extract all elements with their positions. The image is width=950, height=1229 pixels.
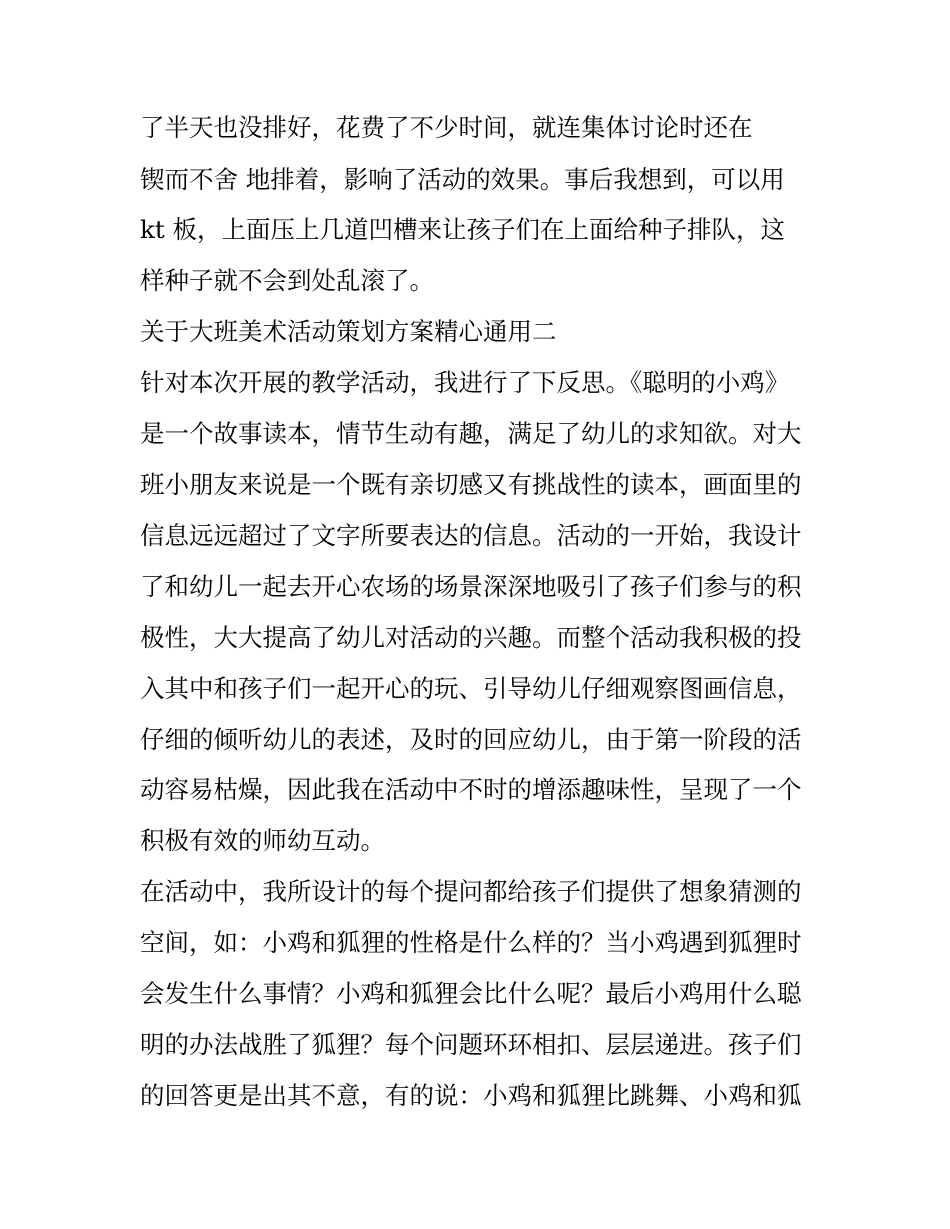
text-line: 信息远远超过了文字所要表达的信息。活动的一开始，我设计 xyxy=(140,521,802,550)
text-line: 积极有效的师幼互动。 xyxy=(140,826,385,855)
text-line: 动容易枯燥，因此我在活动中不时的增添趣味性，呈现了一个 xyxy=(140,775,802,804)
text-line: 是一个故事读本，情节生动有趣，满足了幼儿的求知欲。对大 xyxy=(140,419,802,448)
text-line: 针对本次开展的教学活动，我进行了下反思。《聪明的小鸡》 xyxy=(140,368,790,397)
text-line: 锲而不舍 地排着，影响了活动的效果。事后我想到，可以用 xyxy=(140,165,785,194)
text-line: 极性，大大提高了幼儿对活动的兴趣。而整个活动我积极的投 xyxy=(140,623,802,652)
text-line: 空间，如：小鸡和狐狸的性格是什么样的？当小鸡遇到狐狸时 xyxy=(140,928,802,957)
text-line: 入其中和孩子们一起开心的玩、引导幼儿仔细观察图画信息， xyxy=(140,674,802,703)
text-line: 仔细的倾听幼儿的表述，及时的回应幼儿，由于第一阶段的活 xyxy=(140,725,802,754)
section-heading: 关于大班美术活动策划方案精心通用二 xyxy=(140,317,557,346)
text-line: 会发生什么事情？小鸡和狐狸会比什么呢？最后小鸡用什么聪 xyxy=(140,979,802,1008)
text-line: 了半天也没排好，花费了不少时间，就连集体讨论时还在 xyxy=(140,113,753,142)
text-line: kt 板，上面压上几道凹槽来让孩子们在上面给种子排队，这 xyxy=(140,215,785,244)
text-line: 明的办法战胜了狐狸？每个问题环环相扣、层层递进。孩子们 xyxy=(140,1030,802,1059)
text-line: 样种子就不会到处乱滚了。 xyxy=(140,266,434,295)
text-line: 班小朋友来说是一个既有亲切感又有挑战性的读本，画面里的 xyxy=(140,470,802,499)
text-line: 在活动中，我所设计的每个提问都给孩子们提供了想象猜测的 xyxy=(140,877,802,906)
text-line: 了和幼儿一起去开心农场的场景深深地吸引了孩子们参与的积 xyxy=(140,572,802,601)
text-line: 的回答更是出其不意，有的说：小鸡和狐狸比跳舞、小鸡和狐 xyxy=(140,1081,802,1110)
